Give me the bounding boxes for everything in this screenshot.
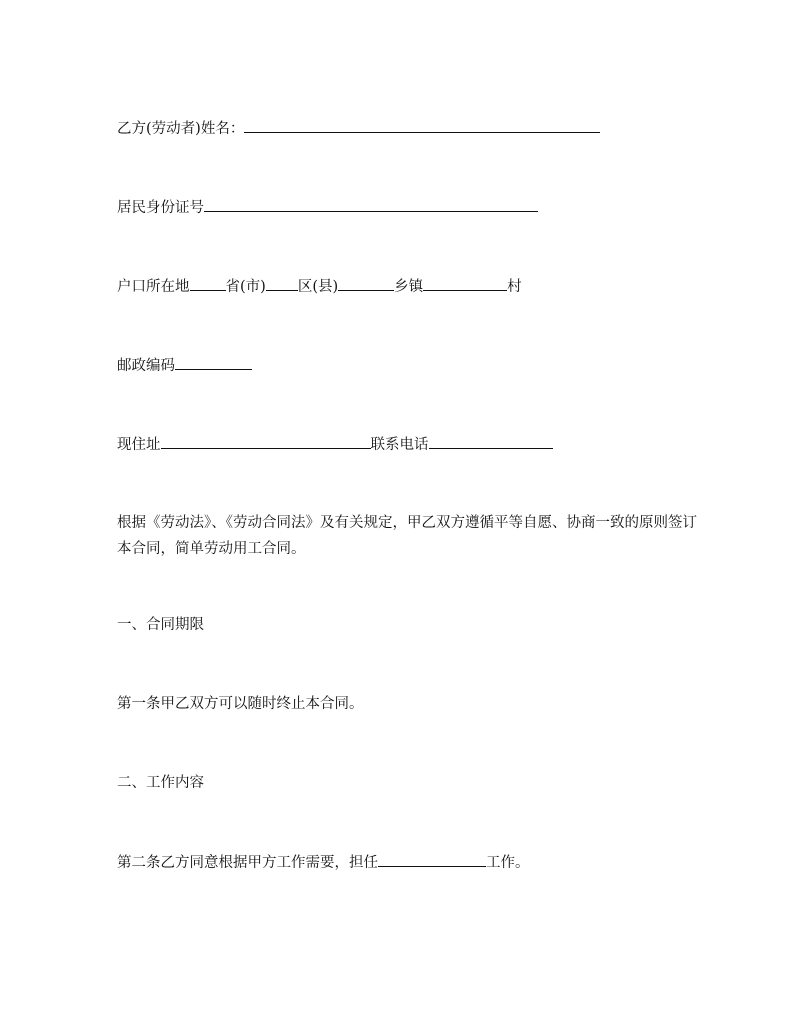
postcode-blank[interactable] [175, 355, 252, 370]
postcode-label: 邮政编码 [117, 358, 175, 374]
hukou-province-blank[interactable] [190, 276, 226, 291]
article-1: 第一条甲乙双方可以随时终止本合同。 [117, 696, 364, 712]
article-2-text: 第二条乙方同意根据甲方工作需要，担任 [117, 855, 378, 871]
phone-label: 联系电话 [370, 437, 429, 453]
article-2-row [117, 852, 530, 873]
phone-blank[interactable] [429, 434, 553, 449]
name-blank[interactable] [244, 118, 600, 133]
section-1-title: 一、合同期限 [117, 617, 204, 633]
section-2-title: 二、工作内容 [117, 775, 204, 791]
hukou-town-blank[interactable] [338, 276, 394, 291]
id-blank[interactable] [204, 197, 538, 212]
hukou-province-label: 省(市) [225, 279, 266, 295]
postcode-row [117, 355, 252, 376]
hukou-label: 户口所在地 [117, 279, 190, 295]
name-row [117, 118, 600, 139]
hukou-village-label: 村 [507, 279, 522, 295]
intro-paragraph: 根据《劳动法》、《劳动合同法》及有关规定，甲乙双方遵循平等自愿、协商一致的原则签订本合同，简单劳动用工合同。 [117, 515, 697, 557]
hukou-village-blank[interactable] [423, 276, 507, 291]
hukou-town-label: 乡镇 [394, 279, 424, 295]
address-label: 现住址 [117, 437, 161, 453]
address-blank[interactable] [161, 434, 371, 449]
article-2-suffix: 工作。 [486, 855, 530, 871]
hukou-district-label: 区(县) [297, 279, 339, 295]
id-row [117, 197, 538, 218]
id-label: 居民身份证号 [117, 200, 204, 216]
name-label: 乙方(劳动者)姓名： [117, 121, 245, 137]
hukou-row [117, 276, 522, 297]
job-blank[interactable] [378, 852, 486, 867]
hukou-district-blank[interactable] [266, 276, 298, 291]
address-row [117, 434, 553, 455]
